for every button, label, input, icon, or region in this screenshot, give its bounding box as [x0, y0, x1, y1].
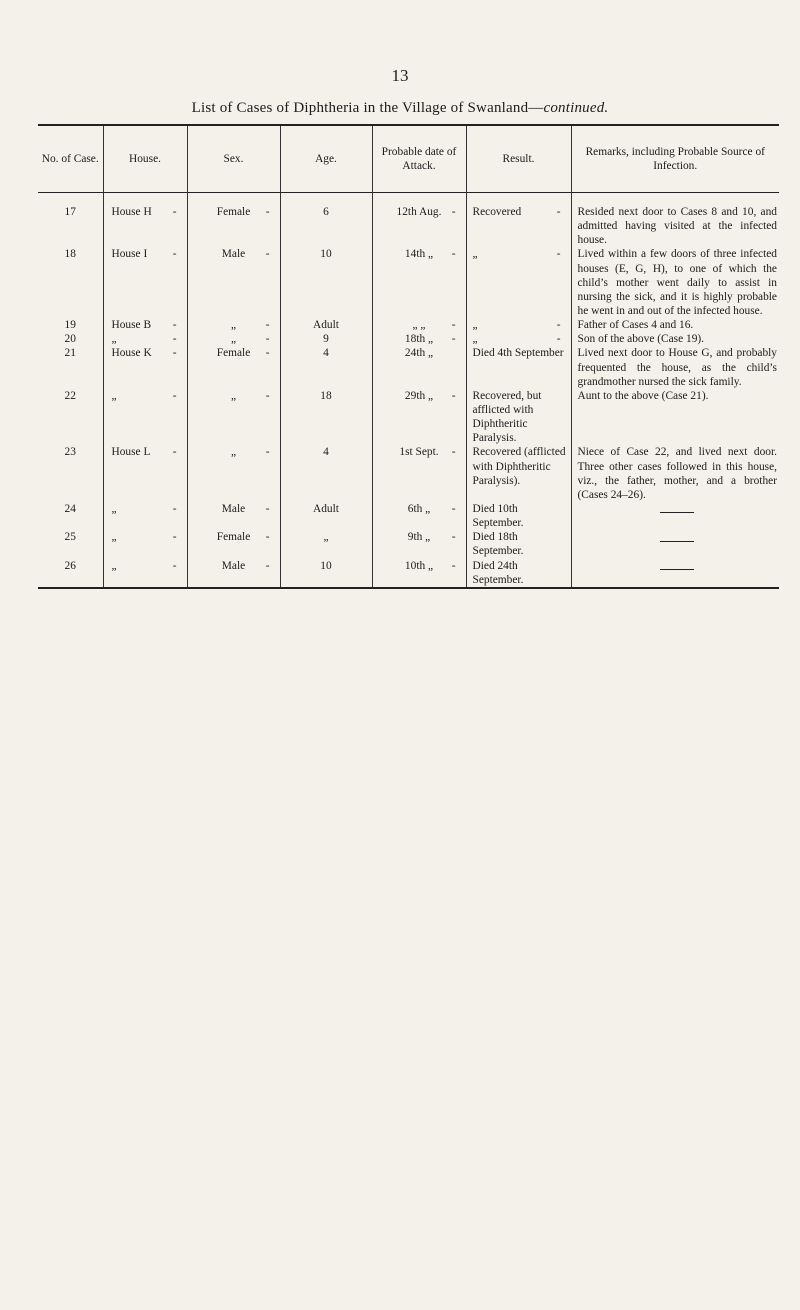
- house-cell-dash: -: [172, 347, 177, 360]
- sex-cell-value: Male: [221, 559, 246, 572]
- sex-cell: [187, 530, 280, 558]
- house-cell-value: „: [111, 502, 117, 515]
- date-cell: [372, 318, 466, 332]
- result-cell: [466, 247, 571, 318]
- title-italic: continued.: [543, 100, 609, 116]
- sex-cell-value: Female: [216, 531, 251, 544]
- date-cell-value: 29th „: [404, 389, 434, 402]
- date-cell-value: 18th „: [404, 333, 434, 346]
- result-cell-dash: -: [556, 333, 561, 346]
- result-cell-value: Recovered (afflicted with Diphtheritic Paralysis).: [472, 446, 566, 487]
- age-cell: 18: [280, 389, 372, 446]
- remarks-cell: [571, 502, 779, 530]
- header-sex: Sex.: [187, 125, 280, 193]
- remarks-cell: Lived within a few doors of three infected houses (E, G, H), to one of which the child’s mother went daily to assist in nursing the sick, and it is highly probable he went in and out of the infected house.: [571, 247, 779, 318]
- date-cell-value: 1st Sept.: [399, 446, 439, 459]
- date-cell-value: 14th „: [404, 248, 434, 261]
- age-cell: 4: [280, 445, 372, 502]
- sex-cell-dash: -: [265, 347, 270, 360]
- house-cell-value: House I: [111, 248, 148, 261]
- sex-cell: [187, 559, 280, 588]
- remarks-cell: [571, 559, 779, 588]
- sex-cell-value: „: [230, 333, 237, 346]
- result-cell-value: „: [472, 333, 478, 346]
- result-cell: [466, 346, 571, 388]
- date-cell-dash: -: [451, 446, 456, 459]
- result-cell: [466, 559, 571, 588]
- house-cell-dash: -: [172, 206, 177, 218]
- house-cell: [103, 389, 187, 446]
- header-date: Probable date of Attack.: [372, 125, 466, 193]
- remarks-cell: Son of the above (Case 19).: [571, 332, 779, 346]
- house-cell: [103, 247, 187, 318]
- sex-cell-value: „: [230, 446, 237, 459]
- remarks-cell: Aunt to the above (Case 21).: [571, 389, 779, 446]
- sex-cell: [187, 205, 280, 247]
- sex-cell: [187, 247, 280, 318]
- ditto-rule: [660, 569, 694, 570]
- case-number-cell: 18: [64, 248, 76, 261]
- sex-cell-dash: -: [265, 333, 270, 346]
- sex-cell: [187, 389, 280, 446]
- age-cell: 9: [280, 332, 372, 346]
- case-number-cell: 22: [64, 389, 76, 402]
- result-cell: [466, 205, 571, 247]
- house-cell-value: House H: [111, 206, 152, 218]
- house-cell-value: „: [111, 531, 117, 544]
- result-cell-dash: -: [556, 319, 561, 332]
- sex-cell-dash: -: [265, 559, 270, 572]
- header-age: Age.: [280, 125, 372, 193]
- case-number-cell: 24: [64, 502, 76, 515]
- ditto-rule: [660, 541, 694, 542]
- age-cell: 4: [280, 346, 372, 388]
- date-cell-value: 6th „: [407, 502, 431, 515]
- age-cell: 10: [280, 247, 372, 318]
- sex-cell-value: Female: [216, 347, 251, 360]
- house-cell: [103, 346, 187, 388]
- date-cell: [372, 332, 466, 346]
- table-title: [0, 100, 800, 117]
- sex-cell-value: Male: [221, 248, 246, 261]
- date-cell-value: 10th „: [404, 559, 434, 572]
- header-no: No. of Case.: [41, 152, 99, 165]
- sex-cell-value: Female: [216, 206, 251, 218]
- page-number: 13: [391, 66, 409, 85]
- date-cell-dash: -: [451, 248, 456, 261]
- cases-table: [38, 124, 779, 589]
- date-cell: [372, 559, 466, 588]
- house-cell-dash: -: [172, 531, 177, 544]
- age-cell: „: [280, 530, 372, 558]
- sex-cell-dash: -: [265, 502, 270, 515]
- date-cell: [372, 346, 466, 388]
- table-row: [38, 205, 779, 247]
- table-row: [38, 502, 779, 530]
- house-cell-dash: -: [172, 502, 177, 515]
- table-row: [38, 247, 779, 318]
- house-cell: [103, 445, 187, 502]
- result-cell: [466, 445, 571, 502]
- date-cell: [372, 389, 466, 446]
- result-cell-value: Died 10th September.: [472, 502, 524, 530]
- result-cell-dash: -: [556, 206, 561, 218]
- date-cell-value: „ „: [412, 319, 426, 332]
- sex-cell: [187, 318, 280, 332]
- house-cell: [103, 530, 187, 558]
- result-cell-value: Recovered, but afflicted with Diphtheritic Paralysis.: [472, 389, 542, 445]
- table-row: [38, 346, 779, 388]
- sex-cell-dash: -: [265, 446, 270, 459]
- sex-cell-dash: -: [265, 531, 270, 544]
- sex-cell-dash: -: [265, 248, 270, 261]
- remarks-cell: Father of Cases 4 and 16.: [571, 318, 779, 332]
- case-number-cell: 26: [64, 559, 76, 572]
- age-cell: 6: [280, 205, 372, 247]
- house-cell: [103, 502, 187, 530]
- case-number-cell: 25: [64, 531, 76, 544]
- house-cell-value: „: [111, 559, 117, 572]
- remarks-cell: Niece of Case 22, and lived next door. Three other cases followed in this house, viz., the father, mother, and a brother (Cases 24–26).: [571, 445, 779, 502]
- house-cell-value: „: [111, 333, 117, 346]
- sex-cell-value: Male: [221, 502, 246, 515]
- sex-cell-value: „: [230, 389, 237, 402]
- result-cell-value: „: [472, 319, 478, 332]
- age-cell: Adult: [280, 502, 372, 530]
- date-cell: [372, 445, 466, 502]
- remarks-cell: [571, 530, 779, 558]
- house-cell: [103, 559, 187, 588]
- house-cell-dash: -: [172, 389, 177, 402]
- result-cell-value: Died 18th September.: [472, 531, 524, 558]
- house-cell-dash: -: [172, 248, 177, 261]
- date-cell-value: 9th „: [407, 531, 431, 544]
- house-cell: [103, 332, 187, 346]
- case-number-cell: 23: [64, 446, 76, 459]
- result-cell-value: Died 4th September: [472, 347, 564, 360]
- date-cell-dash: -: [451, 531, 456, 544]
- header-house: House.: [103, 125, 187, 193]
- date-cell-value: 24th „: [404, 347, 434, 360]
- case-number-cell: 20: [64, 333, 76, 346]
- sex-cell: [187, 346, 280, 388]
- result-cell-value: Recovered: [472, 206, 522, 218]
- sex-cell-dash: -: [265, 389, 270, 402]
- result-cell: [466, 332, 571, 346]
- house-cell-value: „: [111, 389, 117, 402]
- table-header: [38, 125, 779, 193]
- result-cell-dash: -: [556, 248, 561, 261]
- result-cell: [466, 502, 571, 530]
- age-cell: Adult: [280, 318, 372, 332]
- date-cell: [372, 205, 466, 247]
- case-number-cell: 19: [64, 319, 76, 332]
- table-row: [38, 332, 779, 346]
- table-row: [38, 530, 779, 558]
- house-cell: [103, 318, 187, 332]
- result-cell: [466, 318, 571, 332]
- title-main: List of Cases of Diphtheria in the Village of Swanland—: [191, 100, 544, 116]
- table-row: [38, 445, 779, 502]
- sex-cell-dash: -: [265, 319, 270, 332]
- date-cell: [372, 502, 466, 530]
- age-cell: 10: [280, 559, 372, 588]
- table-row: [38, 559, 779, 588]
- remarks-cell: Resided next door to Cases 8 and 10, and admitted having visited at the infected house.: [571, 205, 779, 247]
- sex-cell: [187, 502, 280, 530]
- table-body: [38, 193, 779, 588]
- house-cell-dash: -: [172, 559, 177, 572]
- sex-cell: [187, 445, 280, 502]
- house-cell-dash: -: [172, 319, 177, 332]
- remarks-cell: Lived next door to House G, and probably frequented the house, as the child’s grandmother nursed the sick family.: [571, 346, 779, 388]
- house-cell-dash: -: [172, 446, 177, 459]
- table-row: [38, 318, 779, 332]
- case-number-cell: 21: [64, 347, 76, 360]
- result-cell: [466, 530, 571, 558]
- house-cell: [103, 205, 187, 247]
- result-cell: [466, 389, 571, 446]
- date-cell-dash: -: [451, 206, 456, 218]
- result-cell-value: „: [472, 248, 478, 261]
- sex-cell-dash: -: [265, 206, 270, 218]
- result-cell-value: Died 24th September.: [472, 559, 524, 586]
- date-cell-dash: -: [451, 559, 456, 572]
- sex-cell-value: „: [230, 319, 237, 332]
- date-cell: [372, 530, 466, 558]
- house-cell-value: House K: [111, 347, 152, 360]
- date-cell-dash: -: [451, 389, 456, 402]
- date-cell-dash: -: [451, 502, 456, 515]
- house-cell-value: House L: [111, 446, 151, 459]
- sex-cell: [187, 332, 280, 346]
- date-cell-dash: -: [451, 333, 456, 346]
- house-cell-value: House B: [111, 319, 152, 332]
- date-cell-dash: -: [451, 319, 456, 332]
- header-remarks: Remarks, including Probable Source of Infection.: [571, 125, 779, 193]
- house-cell-dash: -: [172, 333, 177, 346]
- header-result: Result.: [466, 125, 571, 193]
- ditto-rule: [660, 512, 694, 513]
- date-cell: [372, 247, 466, 318]
- case-number-cell: 17: [64, 206, 76, 218]
- date-cell-value: 12th Aug.: [396, 206, 442, 218]
- table-row: [38, 389, 779, 446]
